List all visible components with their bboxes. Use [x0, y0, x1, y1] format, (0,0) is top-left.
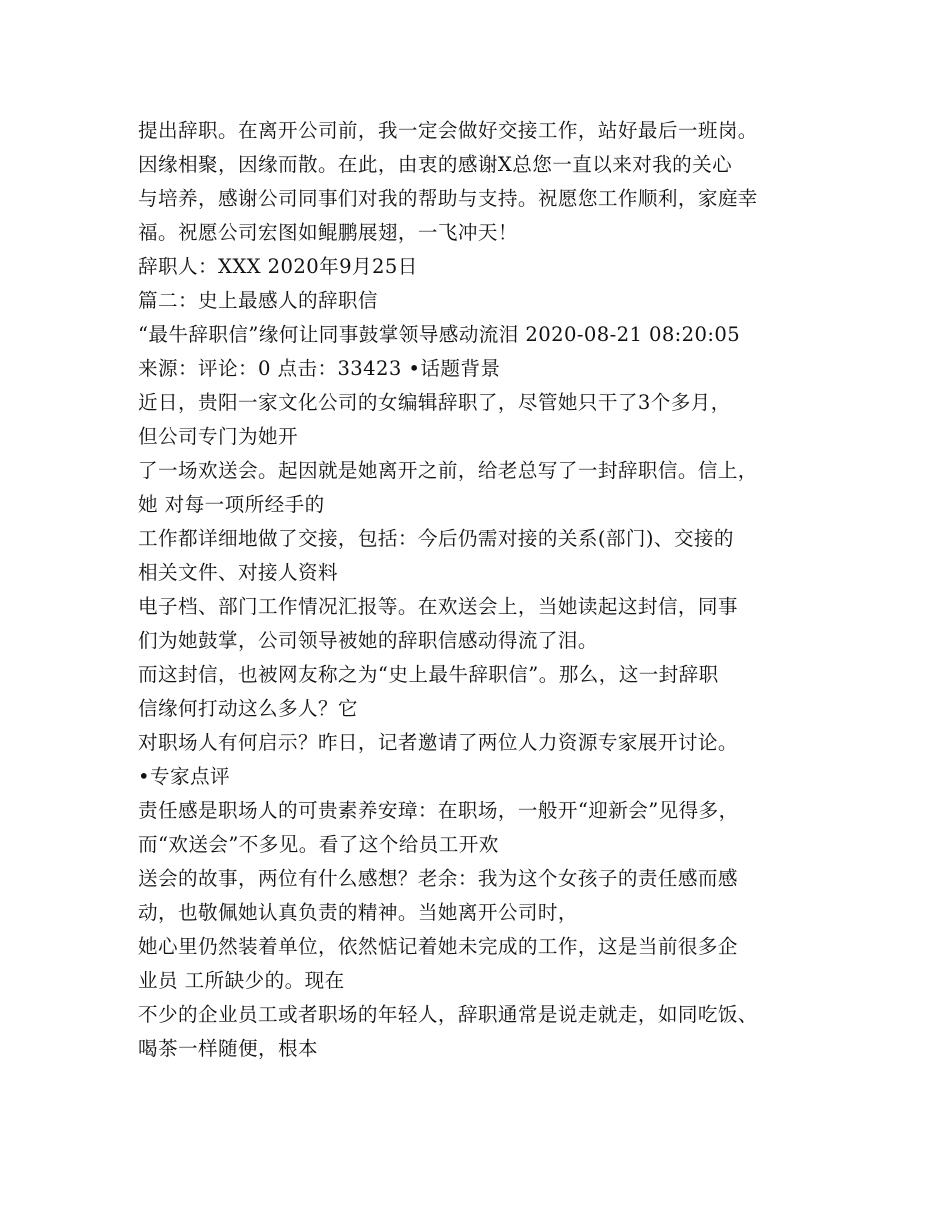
text-line: 喝茶一样随便，根本 [138, 1037, 318, 1060]
text-line: 因缘相聚，因缘而散。在此，由衷的感谢X总您一直以来对我的关心 [138, 153, 733, 176]
text-line: 电子档、部门工作情况汇报等。在欢送会上，当她读起这封信，同事 [138, 595, 738, 618]
text-line: 但公司专门为她开 [138, 425, 298, 448]
text-line: 她心里仍然装着单位，依然惦记着她未完成的工作，这是当前很多企 [138, 935, 738, 958]
text-line: 动，也敬佩她认真负责的精神。当她离开公司时， [138, 901, 578, 924]
text-line: 业员 工所缺少的。现在 [138, 969, 345, 992]
article-meta: 来源：评论：0 点击：33423 •话题背景 [138, 357, 501, 380]
text-line: 们为她鼓掌，公司领导被她的辞职信感动得流了泪。 [138, 629, 598, 652]
subsection-heading: •专家点评 [138, 765, 230, 788]
text-line: 近日，贵阳一家文化公司的女编辑辞职了，尽管她只干了3个多月， [138, 391, 731, 414]
signature-line: 辞职人：XXX 2020年9月25日 [138, 255, 418, 278]
text-line: 信缘何打动这么多人？它 [138, 697, 358, 720]
text-line: 而“欢送会”不多见。看了这个给员工开欢 [138, 833, 499, 856]
section-heading: 篇二：史上最感人的辞职信 [138, 289, 378, 312]
text-line: 送会的故事，两位有什么感想？老余：我为这个女孩子的责任感而感 [138, 867, 738, 890]
text-line: 不少的企业员工或者职场的年轻人，辞职通常是说走就走，如同吃饭、 [138, 1003, 758, 1026]
text-line: 而这封信，也被网友称之为“史上最牛辞职信”。那么，这一封辞职 [138, 663, 719, 686]
article-title: “最牛辞职信”缘何让同事鼓掌领导感动流泪 2020-08-21 08:20:05 [138, 323, 741, 346]
text-line: 工作都详细地做了交接，包括：今后仍需对接的关系(部门)、交接的 [138, 527, 734, 550]
text-line: 提出辞职。在离开公司前，我一定会做好交接工作，站好最后一班岗。 [138, 119, 758, 142]
text-line: 责任感是职场人的可贵素养安璋：在职场，一般开“迎新会”见得多， [138, 799, 739, 822]
text-line: 福。祝愿公司宏图如鲲鹏展翅，一飞冲天！ [138, 221, 518, 244]
document-body [138, 114, 828, 1066]
text-line: 相关文件、对接人资料 [138, 561, 338, 584]
text-line: 对职场人有何启示？昨日，记者邀请了两位人力资源专家展开讨论。 [138, 731, 738, 754]
text-line: 她 对每一项所经手的 [138, 493, 325, 516]
text-line: 了一场欢送会。起因就是她离开之前，给老总写了一封辞职信。信上， [138, 459, 758, 482]
text-line: 与培养，感谢公司同事们对我的帮助与支持。祝愿您工作顺利，家庭幸 [138, 187, 758, 210]
